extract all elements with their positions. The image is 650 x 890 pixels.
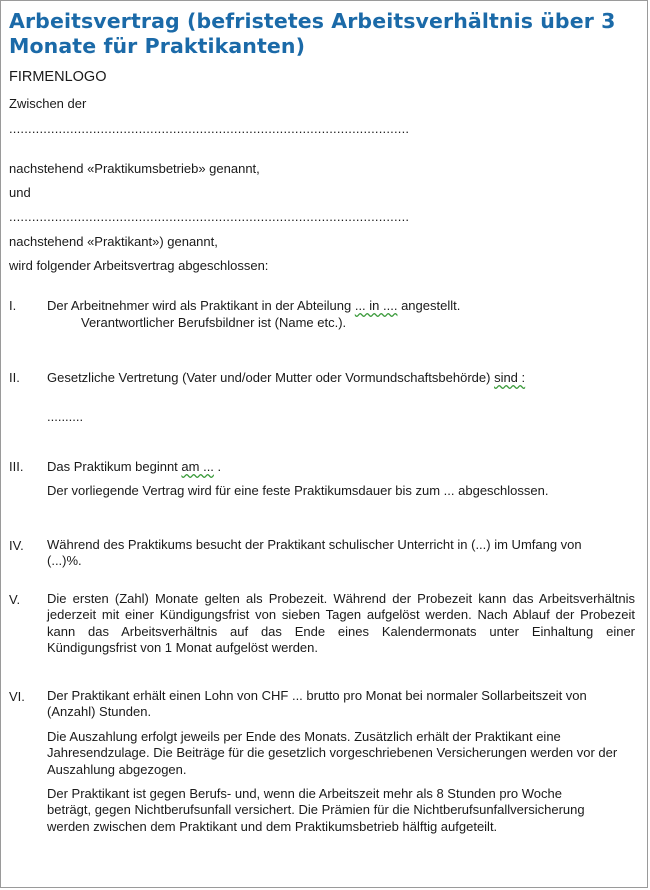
document-title: Arbeitsvertrag (befristetes Arbeitsverhältnis über 3 Monate für Praktikanten) — [9, 9, 616, 58]
section-3-line-2: Der vorliegende Vertrag wird für eine feste Praktikumsdauer bis zum ... abgeschlossen. — [47, 483, 549, 498]
company-logo-placeholder: FIRMENLOGO — [9, 69, 107, 85]
company-named-text: nachstehend «Praktikumsbetrieb» genannt, — [9, 161, 260, 176]
section-number: II. — [9, 370, 20, 385]
section-2-text-a: Gesetzliche Vertretung (Vater und/oder Mutter oder Vormundschaftsbehörde) — [47, 370, 495, 385]
section-5-text: Die ersten (Zahl) Monate gelten als Probezeit. Während der Probezeit kann das Arbeitsverhältnis jederzeit mit einer Kündigungsfrist von sieben Tagen aufgelöst werden. Nach Ablauf der Probezeit kann das Arbeitsverhältnis auf das Ende eines Kalendermonats unter Einhaltung einer Kündigungsfrist von 1 Monat aufgelöst werden. — [47, 591, 635, 655]
between-label: Zwischen der — [9, 96, 87, 111]
department-placeholder: ... in .... — [354, 298, 398, 313]
and-label: und — [9, 185, 31, 200]
contract-concluded-text: wird folgender Arbeitsvertrag abgeschlossen: — [9, 258, 269, 273]
section-4-text: Während des Praktikums besucht der Praktikant schulischer Unterricht in (...) im Umfang von (...)%. — [47, 537, 582, 569]
section-6-paragraph-1: Der Praktikant erhält einen Lohn von CHF ... brutto pro Monat bei normaler Sollarbeitszeit von (Anzahl) Stunden. — [47, 688, 587, 720]
section-1-text-c: angestellt. — [397, 298, 461, 313]
section-2-verb: sind : — [494, 370, 526, 385]
section-2-line-1 — [47, 369, 525, 386]
section-1-line-1 — [47, 297, 460, 314]
start-date-placeholder: am ... — [181, 459, 214, 474]
section-number: V. — [9, 592, 21, 607]
company-blank-line: ......................................................................................................... — [9, 121, 410, 136]
section-3-text-a: Das Praktikum beginnt — [47, 459, 182, 474]
section-1-line-2: Verantwortlicher Berufsbildner ist (Name etc.). — [81, 315, 347, 330]
intern-named-text: nachstehend «Praktikant») genannt, — [9, 234, 218, 249]
section-1-text-a: Der Arbeitnehmer wird als Praktikant in der Abteilung — [47, 298, 355, 313]
section-number: I. — [9, 298, 17, 313]
section-number: VI. — [9, 689, 25, 704]
intern-blank-line: ......................................................................................................... — [9, 209, 410, 224]
section-number: IV. — [9, 538, 24, 553]
representative-blank: .......... — [47, 409, 84, 424]
section-3-line-1 — [47, 458, 221, 475]
section-6-paragraph-2: Die Auszahlung erfolgt jeweils per Ende des Monats. Zusätzlich erhält der Praktikant eine Jahresendzulage. Die Beiträge für die gesetzlich vorgeschriebenen Versicherungen werden vor der Auszahlung abgezogen. — [47, 729, 618, 777]
section-3-text-c: . — [213, 459, 222, 474]
section-number: III. — [9, 459, 24, 474]
section-6-paragraph-3: Der Praktikant ist gegen Berufs- und, wenn die Arbeitszeit mehr als 8 Stunden pro Woche beträgt, gegen Nichtberufsunfall versichert. Die Prämien für die Nichtberufsunfallversicherung werden zwischen dem Praktikant und dem Praktikumsbetrieb hälftig aufgeteilt. — [47, 786, 585, 834]
